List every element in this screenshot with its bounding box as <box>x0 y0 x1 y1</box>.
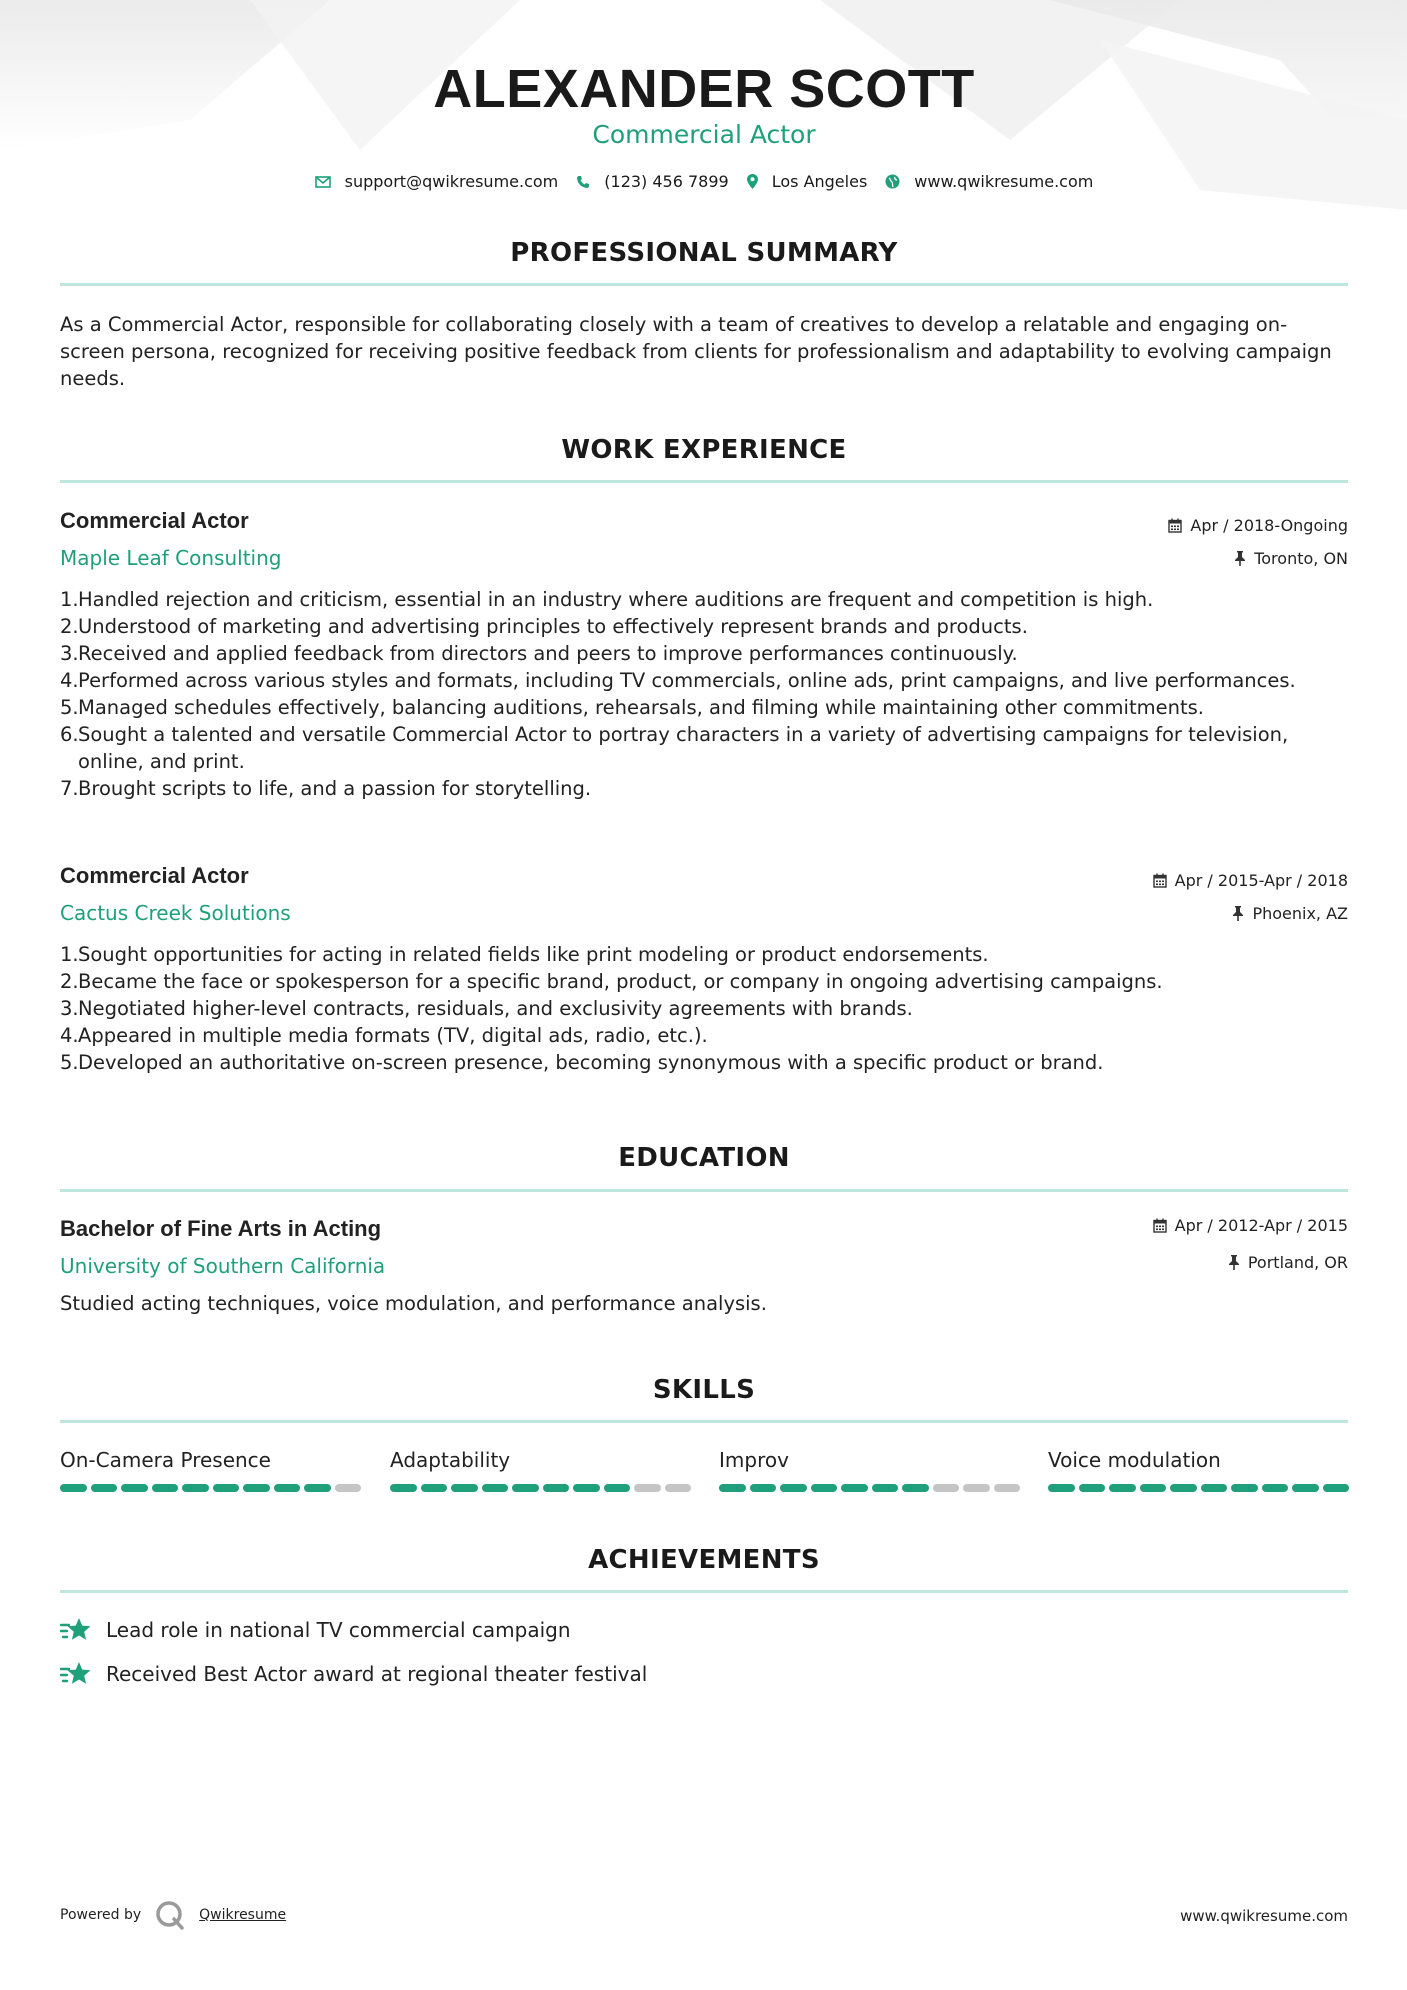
email-icon <box>315 175 331 189</box>
skill-name: Improv <box>719 1448 789 1472</box>
education-description: Studied acting techniques, voice modulation, and performance analysis. <box>60 1292 767 1315</box>
location-icon <box>747 174 758 189</box>
skill-segment-filled <box>780 1484 807 1492</box>
skill-segment-filled <box>512 1484 539 1492</box>
skill-level-bar <box>390 1484 691 1492</box>
skill-segment-empty <box>963 1484 990 1492</box>
resume-page <box>60 0 1348 1990</box>
school-name: University of Southern California <box>60 1254 386 1278</box>
skill-improv <box>719 1448 1019 1472</box>
job-1-title: Commercial Actor <box>60 508 249 533</box>
list-item: 1. Sought opportunities for acting in related fields like print modeling or product endorsements. <box>60 943 989 966</box>
calendar-icon <box>1153 1218 1167 1233</box>
achievement-item <box>60 1661 647 1687</box>
list-item: 6. Sought a talented and versatile Commercial Actor to portray characters in a variety of advertising campaigns for television, online, and print. <box>60 723 1289 773</box>
skill-adaptability <box>390 1448 690 1472</box>
list-item: 3. Received and applied feedback from directors and peers to improve performances continuously. <box>60 642 1018 665</box>
pin-icon <box>1232 906 1244 921</box>
job-1-location <box>1234 549 1348 568</box>
skill-segment-filled <box>152 1484 179 1492</box>
contact-email[interactable] <box>315 172 559 191</box>
skill-segment-filled <box>451 1484 478 1492</box>
skill-segment-filled <box>1140 1484 1167 1492</box>
job-2-company: Cactus Creek Solutions <box>60 901 291 925</box>
skill-segment-empty <box>933 1484 960 1492</box>
phone-text: (123) 456 7899 <box>604 172 729 191</box>
skill-segment-empty <box>634 1484 661 1492</box>
skill-segment-filled <box>872 1484 899 1492</box>
skill-segment-filled <box>543 1484 570 1492</box>
summary-heading: PROFESSIONAL SUMMARY <box>510 238 898 268</box>
skill-segment-filled <box>421 1484 448 1492</box>
summary-text: As a Commercial Actor, responsible for collaborating closely with a team of creatives to develop a relatable and engaging on-screen persona, recognized for receiving positive feedback from clients for professionalism and adaptability to evolving campaign needs. <box>60 313 1332 390</box>
footer-powered-by <box>60 1900 286 1930</box>
skill-segment-filled <box>390 1484 417 1492</box>
contact-bar <box>60 172 1348 191</box>
skill-name: Adaptability <box>390 1448 511 1472</box>
job-2-title: Commercial Actor <box>60 863 249 888</box>
skill-segment-filled <box>573 1484 600 1492</box>
skills-divider <box>60 1420 1348 1423</box>
skill-segment-filled <box>902 1484 929 1492</box>
skill-segment-filled <box>1170 1484 1197 1492</box>
skill-segment-filled <box>182 1484 209 1492</box>
candidate-name: ALEXANDER SCOTT <box>433 59 975 119</box>
skill-level-bar <box>60 1484 361 1492</box>
skill-segment-empty <box>335 1484 362 1492</box>
achievements-divider <box>60 1590 1348 1593</box>
list-item: 5. Developed an authoritative on-screen presence, becoming synonymous with a specific product or brand. <box>60 1051 1104 1074</box>
list-item: 1. Handled rejection and criticism, essential in an industry where auditions are frequent and competition is high. <box>60 588 1154 611</box>
skill-segment-filled <box>811 1484 838 1492</box>
powered-by-label: Powered by <box>60 1907 142 1923</box>
education-divider <box>60 1189 1348 1192</box>
skill-segment-filled <box>1292 1484 1319 1492</box>
list-item: 4. Performed across various styles and formats, including TV commercials, online ads, print campaigns, and live performances. <box>60 669 1296 692</box>
globe-icon <box>885 174 900 189</box>
list-item: 5. Managed schedules effectively, balancing auditions, rehearsals, and filming while maintaining other commitments. <box>60 696 1204 719</box>
education-location-text: Portland, OR <box>1247 1253 1348 1272</box>
candidate-title: Commercial Actor <box>592 120 816 149</box>
skill-segment-filled <box>91 1484 118 1492</box>
skill-segment-filled <box>719 1484 746 1492</box>
pin-icon <box>1228 1255 1240 1270</box>
job-1-dates-text: Apr / 2018-Ongoing <box>1190 516 1348 535</box>
skill-segment-filled <box>304 1484 331 1492</box>
skill-segment-filled <box>750 1484 777 1492</box>
calendar-icon <box>1153 873 1167 888</box>
calendar-icon <box>1168 518 1182 533</box>
degree-title: Bachelor of Fine Arts in Acting <box>60 1216 382 1241</box>
list-item: 7. Brought scripts to life, and a passion for storytelling. <box>60 777 592 800</box>
job-2-responsibilities <box>60 941 1348 1076</box>
achievement-item <box>60 1617 571 1643</box>
qwikresume-logo-icon <box>155 1900 185 1930</box>
footer-website[interactable]: www.qwikresume.com <box>1180 1907 1348 1925</box>
education-dates-text: Apr / 2012-Apr / 2015 <box>1174 1216 1348 1235</box>
experience-heading: WORK EXPERIENCE <box>561 435 847 465</box>
skill-segment-filled <box>1048 1484 1075 1492</box>
skill-segment-filled <box>1079 1484 1106 1492</box>
education-dates <box>1153 1216 1348 1235</box>
list-item: 2. Became the face or spokesperson for a specific brand, product, or company in ongoing advertising campaigns. <box>60 970 1163 993</box>
skill-level-bar <box>719 1484 1020 1492</box>
achievement-text: Received Best Actor award at regional theater festival <box>106 1662 648 1686</box>
star-icon <box>60 1617 92 1643</box>
location-text: Los Angeles <box>771 172 868 191</box>
skill-segment-empty <box>665 1484 692 1492</box>
summary-divider <box>60 283 1348 286</box>
website-text: www.qwikresume.com <box>914 172 1094 191</box>
skill-on-camera-presence <box>60 1448 360 1472</box>
job-2-dates <box>1153 871 1348 890</box>
contact-phone[interactable] <box>576 172 728 191</box>
skill-segment-filled <box>1231 1484 1258 1492</box>
skill-segment-filled <box>213 1484 240 1492</box>
job-2-dates-text: Apr / 2015-Apr / 2018 <box>1174 871 1348 890</box>
job-1-company: Maple Leaf Consulting <box>60 546 282 570</box>
skill-segment-filled <box>604 1484 631 1492</box>
phone-icon <box>576 175 590 189</box>
job-1-responsibilities <box>60 586 1348 802</box>
skill-segment-filled <box>60 1484 87 1492</box>
job-1-dates <box>1168 516 1348 535</box>
skill-segment-empty <box>994 1484 1021 1492</box>
skills-heading: SKILLS <box>652 1375 756 1405</box>
education-location <box>1228 1253 1348 1272</box>
email-text: support@qwikresume.com <box>344 172 559 191</box>
achievements-heading: ACHIEVEMENTS <box>588 1545 820 1575</box>
contact-website[interactable] <box>885 172 1093 191</box>
pin-icon <box>1234 551 1246 566</box>
job-2-location <box>1232 904 1348 923</box>
list-item: 3. Negotiated higher-level contracts, residuals, and exclusivity agreements with brands. <box>60 997 913 1020</box>
skill-voice-modulation <box>1048 1448 1348 1472</box>
skill-segment-filled <box>482 1484 509 1492</box>
education-heading: EDUCATION <box>618 1143 790 1173</box>
skill-segment-filled <box>121 1484 148 1492</box>
star-icon <box>60 1661 92 1687</box>
job-2-location-text: Phoenix, AZ <box>1252 904 1348 923</box>
job-1-location-text: Toronto, ON <box>1254 549 1348 568</box>
skill-segment-filled <box>243 1484 270 1492</box>
skill-segment-filled <box>841 1484 868 1492</box>
skill-segment-filled <box>274 1484 301 1492</box>
skill-segment-filled <box>1323 1484 1350 1492</box>
achievement-text: Lead role in national TV commercial campaign <box>106 1618 571 1642</box>
contact-location <box>747 172 868 191</box>
list-item: 2. Understood of marketing and advertising principles to effectively represent brands and products. <box>60 615 1028 638</box>
experience-divider <box>60 480 1348 483</box>
skill-level-bar <box>1048 1484 1349 1492</box>
skill-segment-filled <box>1262 1484 1289 1492</box>
qwikresume-link[interactable]: Qwikresume <box>199 1907 287 1923</box>
skill-segment-filled <box>1109 1484 1136 1492</box>
skill-segment-filled <box>1201 1484 1228 1492</box>
list-item: 4. Appeared in multiple media formats (TV, digital ads, radio, etc.). <box>60 1024 708 1047</box>
skill-name: On-Camera Presence <box>60 1448 271 1472</box>
skill-name: Voice modulation <box>1048 1448 1221 1472</box>
